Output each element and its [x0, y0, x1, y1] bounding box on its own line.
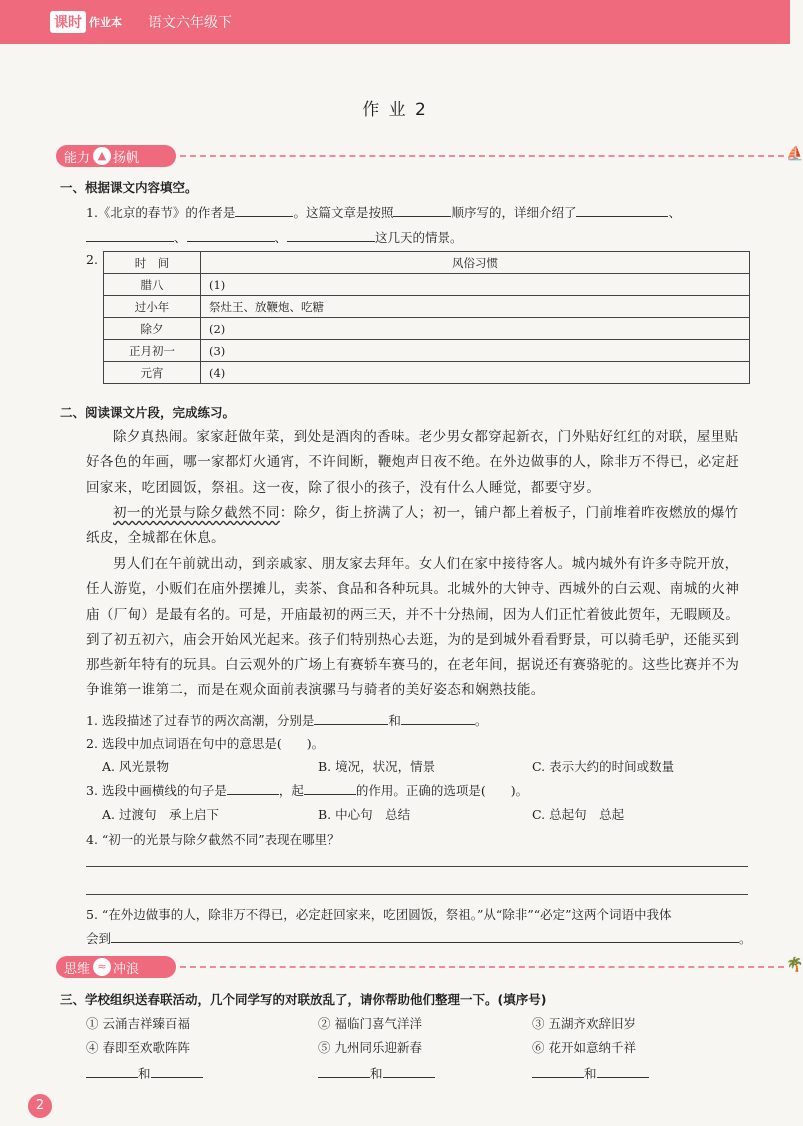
- table-cell-time: 腊八: [104, 274, 201, 296]
- logo: [50, 11, 122, 33]
- question-1-line: [86, 203, 681, 221]
- pair-answer: [318, 1064, 435, 1082]
- answer-blank[interactable]: [235, 203, 293, 217]
- passage-text: ：除夕，街上挤满了人；初一，铺户都上着板子，门前堆着昨夜燃放的爆竹纸皮，全城都在休息。: [86, 505, 739, 547]
- logo-main: 课时: [50, 11, 86, 33]
- answer-blank[interactable]: [304, 781, 356, 795]
- table-cell-time: 过小年: [104, 296, 201, 318]
- table-cell-time: 除夕: [104, 318, 201, 340]
- question-5-line-2: [86, 929, 752, 947]
- logo-sub: 作业本: [89, 16, 122, 29]
- answer-blank[interactable]: [532, 1064, 584, 1078]
- table-row: [104, 340, 750, 362]
- question-text: 的作用。正确的选项是( )。: [355, 783, 529, 798]
- option-b[interactable]: B. 境况，状况，情景: [318, 759, 436, 774]
- question-text: 。: [739, 931, 752, 946]
- passage-paragraph: 除夕真热闹。家家赶做年菜，到处是酒肉的香味。老少男女都穿起新衣，门外贴好红红的对联，屋里贴好各色的年画，哪一家都灯火通宵，不许间断，鞭炮声日夜不绝。在外边做事的人，除非万不得已，必定赶回家来，吃团圆饭，祭祖。这一夜，除了很小的孩子，没有什么人睡觉，都要守岁。: [86, 429, 740, 496]
- banner-label: 思维: [64, 961, 91, 977]
- answer-blank[interactable]: [86, 228, 174, 242]
- question-text: 3. 选段中画横线的句子是: [86, 783, 227, 798]
- couplet-item: ③ 五湖齐欢辞旧岁: [532, 1016, 636, 1031]
- couplet-item: ① 云涌吉祥臻百福: [86, 1016, 190, 1031]
- pair-answer: [532, 1064, 649, 1082]
- option-a[interactable]: A. 风光景物: [102, 759, 169, 774]
- and-label: 和: [370, 1066, 383, 1081]
- boat-icon: ⛵: [786, 146, 803, 162]
- table-cell-custom[interactable]: (2): [201, 318, 750, 340]
- question-text: 。这篇文章是按照: [293, 205, 394, 220]
- wave-icon: ≈: [93, 958, 111, 976]
- answer-blank[interactable]: [314, 711, 388, 725]
- passage-paragraph: 男人们在午前就出动，到亲戚家、朋友家去拜年。女人们在家中接待客人。城内城外有许多寺院开放，任人游览，小贩们在庙外摆摊儿，卖茶、食品和各种玩具。北城外的大钟寺、西城外的白云观、南城的火神庙（厂甸）是最有名的。可是，开庙最初的两三天，并不十分热闹，因为人们正忙着彼此贺年，无暇顾及。到了初五初六，庙会开始风光起来。孩子们特别热心去逛，为的是到城外看看野景，可以骑毛驴，还能买到那些新年特有的玩具。白云观外的广场上有赛轿车赛马的，在老年间，据说还有赛骆驼的。这些比赛并不为争谁第一谁第二，而是在观众面前表演骡马与骑者的美好姿态和娴熟技能。: [86, 556, 740, 699]
- answer-blank[interactable]: [383, 1064, 435, 1078]
- answer-blank[interactable]: [86, 1064, 138, 1078]
- question-2-number: 2.: [86, 252, 98, 267]
- answer-blank[interactable]: [227, 781, 279, 795]
- sail-icon: ▲: [93, 147, 111, 165]
- question-1-line-2: [86, 228, 463, 246]
- question-3-line: [86, 781, 528, 799]
- pair-answer: [86, 1064, 203, 1082]
- question-text: 和: [388, 713, 401, 728]
- table-cell-time: 元宵: [104, 362, 201, 384]
- couplet-item: ⑤ 九州同乐迎新春: [318, 1040, 422, 1055]
- banner-divider: [180, 966, 784, 968]
- table-cell-time: 正月初一: [104, 340, 201, 362]
- banner-label: 能力: [64, 150, 91, 166]
- table-cell-custom[interactable]: (3): [201, 340, 750, 362]
- section-heading: 一、根据课文内容填空。: [60, 180, 198, 195]
- answer-blank[interactable]: [576, 203, 668, 217]
- question-text: ，起: [278, 783, 304, 798]
- question-text: 。: [474, 713, 488, 728]
- table-row: [104, 296, 750, 318]
- question-text: 这几天的情景。: [375, 230, 463, 245]
- table-cell-custom[interactable]: (1): [201, 274, 750, 296]
- page-number: 2: [28, 1094, 52, 1118]
- answer-blank[interactable]: [111, 929, 739, 943]
- table-row: [104, 362, 750, 384]
- table-header: 风俗习惯: [201, 252, 750, 274]
- wavy-underlined-sentence: 初一的光景与除夕截然不同: [113, 505, 280, 521]
- answer-blank[interactable]: [597, 1064, 649, 1078]
- table-header: 时 间: [104, 252, 201, 274]
- option-b[interactable]: B. 中心句 总结: [318, 807, 411, 822]
- answer-blank[interactable]: [287, 228, 375, 242]
- option-c[interactable]: C. 表示大约的时间或数量: [532, 759, 675, 774]
- banner-divider: [180, 155, 784, 157]
- customs-table: [103, 251, 750, 384]
- question-text: 1. 选段描述了过春节的两次高潮，分别是: [86, 713, 315, 728]
- question-text: 1.《北京的春节》的作者是: [86, 205, 236, 220]
- and-label: 和: [584, 1066, 597, 1081]
- couplet-item: ④ 春即至欢歌阵阵: [86, 1040, 190, 1055]
- option-a[interactable]: A. 过渡句 承上启下: [102, 807, 219, 822]
- separator: 、: [274, 230, 288, 245]
- table-cell-custom: 祭灶王、放鞭炮、吃糖: [201, 296, 750, 318]
- question-2-line: 2. 选段中加点词语在句中的意思是( )。: [86, 736, 325, 751]
- separator: 、: [174, 230, 187, 245]
- answer-blank[interactable]: [401, 711, 475, 725]
- table-cell-custom[interactable]: (4): [201, 362, 750, 384]
- table-row: [104, 318, 750, 340]
- couplet-item: ⑥ 花开如意纳千祥: [532, 1040, 636, 1055]
- separator: 、: [668, 205, 681, 220]
- question-5-line: 5. “在外边做事的人，除非万不得已，必定赶回家来，吃团圆饭，祭祖。”从“除非”“必定”这两个词语中我体: [86, 907, 672, 922]
- question-text: 会到: [86, 931, 112, 946]
- answer-blank[interactable]: [187, 228, 275, 242]
- question-text: 顺序写的，详细介绍了: [451, 205, 577, 220]
- section-heading: 三、学校组织送春联活动，几个同学写的对联放乱了，请你帮助他们整理一下。(填序号): [60, 992, 547, 1007]
- question-1-line: [86, 711, 487, 729]
- answer-blank[interactable]: [318, 1064, 370, 1078]
- option-c[interactable]: C. 总起句 总起: [532, 807, 625, 822]
- answer-blank[interactable]: [393, 203, 451, 217]
- couplet-item: ② 福临门喜气洋洋: [318, 1016, 422, 1031]
- palm-tree-icon: 🌴: [786, 957, 803, 973]
- banner-label: 扬帆: [113, 150, 140, 166]
- page-title: 作 业 2: [362, 100, 428, 120]
- answer-line[interactable]: [86, 894, 748, 895]
- and-label: 和: [138, 1066, 151, 1081]
- subject-label: 语文六年级下: [148, 15, 232, 31]
- passage-paragraph: [86, 501, 750, 552]
- banner-label: 冲浪: [113, 961, 140, 977]
- answer-blank[interactable]: [151, 1064, 203, 1078]
- question-4-line: 4. “初一的光景与除夕截然不同”表现在哪里？: [86, 832, 340, 847]
- table-row: [104, 274, 750, 296]
- table-header-row: [104, 252, 750, 274]
- section-heading: 二、阅读课文片段，完成练习。: [60, 405, 236, 420]
- answer-line[interactable]: [86, 866, 748, 867]
